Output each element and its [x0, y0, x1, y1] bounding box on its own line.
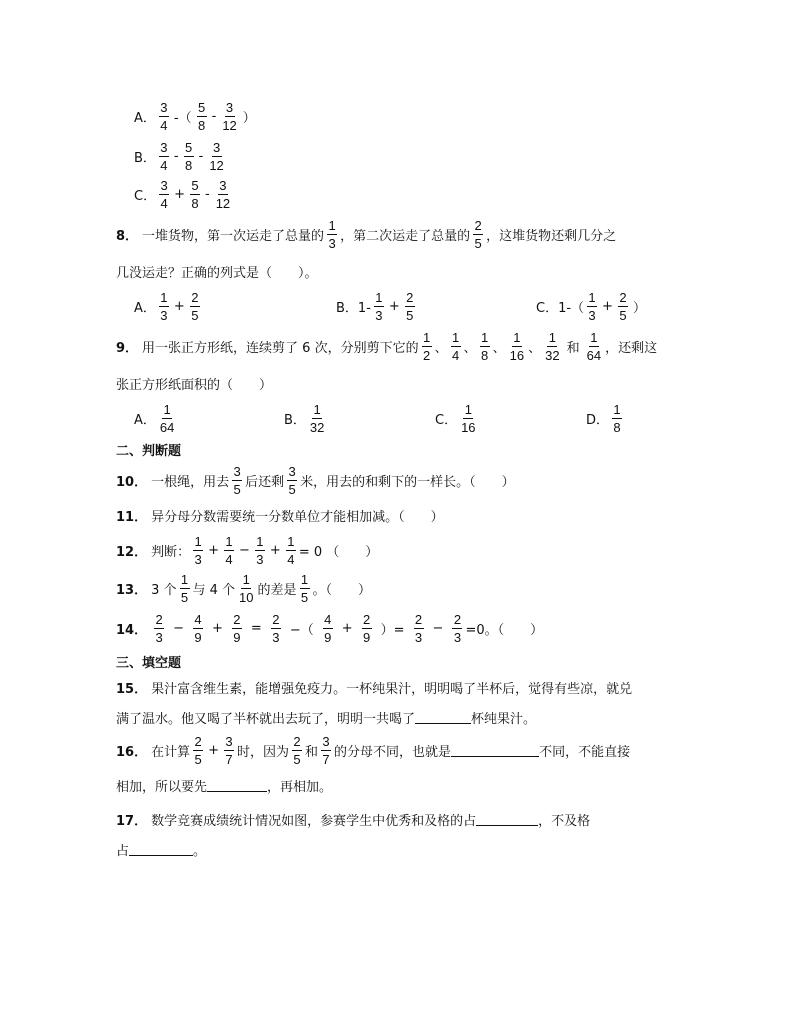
q8-stem	[116, 218, 616, 251]
fraction: $\frac{3}{7}$	[322, 734, 330, 767]
section-heading-fill-blank: 三、填空题	[116, 656, 182, 671]
fraction: $\frac{1}{64}$	[159, 402, 175, 435]
question-number: 15．	[116, 682, 148, 697]
operator: +	[212, 621, 223, 636]
fraction: $\frac{3}{5}$	[288, 464, 296, 497]
fraction: $\frac{3}{4}$	[160, 140, 168, 173]
q9-stem	[116, 330, 657, 363]
fraction: $\frac{2}{5}$	[293, 734, 301, 767]
question-text: 用一张正方形纸，连续剪了 6 次，分别剪下它的	[142, 341, 419, 356]
q11	[116, 506, 444, 525]
question-number: 8．	[116, 229, 139, 244]
q9-option-a	[134, 402, 178, 435]
operator: +	[269, 543, 281, 558]
fraction: $\frac{5}{8}$	[191, 178, 199, 211]
question-text: 与 4 个	[192, 583, 236, 598]
option-label: D．	[586, 413, 610, 428]
question-text: 在计算	[151, 745, 191, 760]
fraction: $\frac{1}{3}$	[588, 290, 596, 323]
section-heading-judgement: 二、判断题	[116, 444, 182, 459]
separator: 、	[463, 341, 477, 356]
question-text: 3 个	[151, 583, 177, 598]
fraction: $\frac{2}{5}$	[406, 290, 414, 323]
fraction: $\frac{1}{5}$	[300, 572, 309, 605]
question-number: 9．	[116, 341, 139, 356]
question-text: 不同，不能直接	[539, 745, 631, 760]
question-text: = 0 （ ）	[298, 545, 379, 560]
option-label: A．	[134, 413, 156, 428]
operator: +	[208, 543, 220, 558]
operator: −	[239, 543, 250, 558]
operator: +	[174, 187, 185, 202]
option-label: A．	[134, 301, 156, 316]
question-text: ，还剩这	[605, 341, 658, 356]
option-label: B．1-	[336, 301, 371, 316]
q10	[116, 464, 515, 497]
operator: ）=	[380, 623, 405, 638]
question-text: 后还剩	[245, 475, 285, 490]
fraction: $\frac{2}{9}$	[233, 612, 241, 645]
q15-line2	[116, 708, 536, 727]
question-number: 16．	[116, 745, 148, 760]
question-text: 占	[116, 844, 130, 859]
question-text: 张正方形纸面积的（ ）	[116, 378, 273, 393]
q8-stem-line2	[116, 262, 318, 281]
q8-option-c	[536, 290, 648, 323]
fraction: $\frac{1}{4}$	[287, 534, 295, 567]
operator: -	[211, 109, 217, 124]
fraction: $\frac{2}{5}$	[194, 734, 202, 767]
fraction: $\frac{1}{4}$	[451, 330, 460, 363]
answer-blank[interactable]	[451, 744, 539, 757]
question-text: 异分母分数需要统一分数单位才能相加减。（ ）	[151, 510, 444, 525]
answer-blank[interactable]	[476, 813, 538, 826]
q9-option-d	[586, 402, 625, 435]
operator: =	[250, 621, 262, 636]
fraction: $\frac{1}{8}$	[481, 330, 489, 363]
operator: +	[602, 299, 613, 314]
fraction: $\frac{1}{64}$	[586, 330, 602, 363]
question-text: 一根绳，用去	[151, 475, 230, 490]
fraction: $\frac{3}{4}$	[160, 178, 168, 211]
fraction: $\frac{5}{8}$	[197, 100, 206, 133]
q15-line1	[116, 678, 632, 697]
fraction: $\frac{2}{3}$	[155, 612, 163, 645]
question-number: 13．	[116, 583, 148, 598]
q8-option-b	[336, 290, 418, 323]
operator: +	[341, 621, 353, 636]
operator: -	[198, 149, 204, 164]
operator: -	[173, 149, 179, 164]
question-text: 的差是	[257, 583, 297, 598]
question-text: 。	[193, 844, 207, 859]
answer-blank[interactable]	[129, 843, 193, 856]
fraction: $\frac{1}{4}$	[225, 534, 233, 567]
fraction: $\frac{3}{5}$	[233, 464, 241, 497]
fraction: $\frac{2}{3}$	[453, 612, 462, 645]
q16-line1	[116, 734, 630, 767]
question-text: 。（ ）	[312, 583, 372, 598]
fraction: $\frac{5}{8}$	[185, 140, 193, 173]
question-text: 米，用去的和剩下的一样长。（ ）	[300, 475, 515, 490]
fraction: $\frac{3}{12}$	[215, 178, 231, 211]
option-label: C．1-（	[536, 301, 585, 316]
question-text: 判断：	[151, 545, 191, 560]
question-text: ，不及格	[538, 814, 591, 829]
fraction: $\frac{1}{3}$	[160, 290, 168, 323]
fraction: $\frac{2}{3}$	[272, 612, 280, 645]
q9-option-c	[435, 402, 480, 435]
fraction: $\frac{1}{10}$	[239, 572, 254, 605]
fraction: $\frac{1}{32}$	[309, 402, 325, 435]
question-text: ，这堆货物还剩几分之	[486, 229, 617, 244]
q16-line2	[116, 776, 332, 795]
question-text: 杯纯果汁。	[471, 712, 537, 727]
option-label: C．	[134, 189, 157, 204]
fraction: $\frac{2}{3}$	[414, 612, 423, 645]
operator: -	[204, 187, 210, 202]
q7-option-a	[134, 100, 258, 133]
fraction: $\frac{1}{16}$	[509, 330, 525, 363]
q17-line1	[116, 810, 590, 829]
fraction: $\frac{2}{9}$	[363, 612, 371, 645]
operator: −（	[289, 623, 314, 638]
fraction: $\frac{1}{3}$	[328, 218, 336, 251]
answer-blank[interactable]	[207, 779, 267, 792]
question-text: 相加，所以要先	[116, 780, 208, 795]
fraction: $\frac{2}{5}$	[191, 290, 199, 323]
q7-option-b	[134, 140, 228, 173]
question-text: 几没运走？正确的列式是（ ）。	[116, 266, 318, 281]
separator: 、	[528, 341, 542, 356]
question-number: 12．	[116, 545, 148, 560]
separator: 、	[492, 341, 506, 356]
option-label: B．	[284, 413, 306, 428]
operator: +	[208, 743, 220, 758]
operator: −	[173, 621, 184, 636]
q14	[116, 612, 543, 645]
question-text: ，第二次运走了总量的	[340, 229, 471, 244]
question-number: 10．	[116, 475, 148, 490]
operator: −	[432, 621, 444, 636]
q8-option-a	[134, 290, 203, 323]
operator: ）	[242, 111, 256, 126]
operator: -（	[173, 111, 192, 126]
question-text: 的分母不同，也就是	[334, 745, 452, 760]
fraction: $\frac{1}{3}$	[194, 534, 202, 567]
question-text: 一堆货物，第一次运走了总量的	[142, 229, 325, 244]
question-number: 11．	[116, 510, 148, 525]
question-text: 满了温水。他又喝了半杯就出去玩了，明明一共喝了	[116, 712, 416, 727]
answer-blank[interactable]	[415, 711, 471, 724]
fraction: $\frac{3}{12}$	[222, 100, 237, 133]
fraction: $\frac{1}{3}$	[375, 290, 383, 323]
question-number: 14．	[116, 623, 148, 638]
fraction: $\frac{3}{12}$	[209, 140, 224, 173]
question-number: 17．	[116, 814, 148, 829]
operator: ）	[632, 301, 646, 316]
fraction: $\frac{2}{5}$	[474, 218, 482, 251]
question-text: 和	[566, 341, 580, 356]
q13	[116, 572, 371, 605]
fraction: $\frac{3}{4}$	[160, 100, 168, 133]
question-text: ，再相加。	[267, 780, 333, 795]
question-text: 和	[305, 745, 319, 760]
fraction: $\frac{4}{9}$	[324, 612, 332, 645]
question-text: 时，因为	[237, 745, 290, 760]
fraction: $\frac{1}{32}$	[545, 330, 560, 363]
separator: 、	[434, 341, 448, 356]
operator: +	[173, 299, 185, 314]
fraction: $\frac{3}{7}$	[225, 734, 233, 767]
fraction: $\frac{1}{2}$	[422, 330, 431, 363]
question-text: 果汁富含维生素，能增强免疫力。一杯纯果汁，明明喝了半杯后，觉得有些凉，就兑	[151, 682, 633, 697]
q9-option-b	[284, 402, 328, 435]
q12	[116, 534, 378, 567]
fraction: $\frac{1}{8}$	[613, 402, 621, 435]
fraction: $\frac{2}{5}$	[619, 290, 627, 323]
option-label: A．	[134, 111, 156, 126]
option-label: C．	[435, 413, 458, 428]
q9-stem-line2	[116, 374, 272, 393]
option-label: B．	[134, 151, 156, 166]
fraction: $\frac{4}{9}$	[194, 612, 202, 645]
operator: +	[388, 299, 400, 314]
q7-option-c	[134, 178, 234, 211]
fraction: $\frac{1}{3}$	[256, 534, 264, 567]
fraction: $\frac{1}{16}$	[461, 402, 476, 435]
question-text: =0。（ ）	[465, 623, 544, 638]
question-text: 数学竞赛成绩统计情况如图，参赛学生中优秀和及格的占	[151, 814, 477, 829]
q17-line2	[116, 840, 206, 859]
fraction: $\frac{1}{5}$	[180, 572, 189, 605]
